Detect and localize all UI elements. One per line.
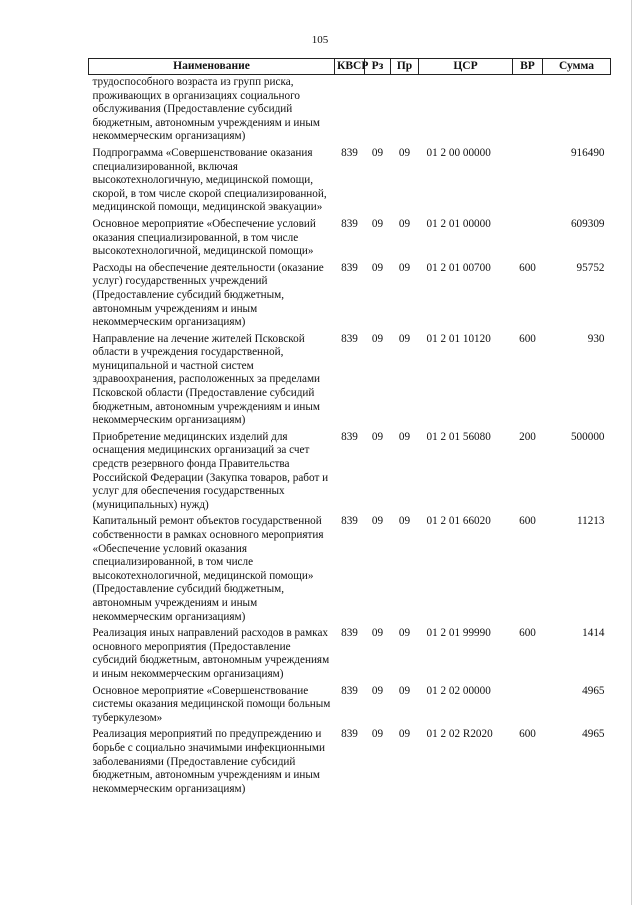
cell-kvsr: 839 xyxy=(341,627,358,640)
table-row xyxy=(89,146,611,217)
header-name: Наименование xyxy=(89,59,335,75)
cell-name: Направление на лечение жителей Псковской области в учреждения государственной, муниципальной и частной систем здравоохранения, расположенных за пределами Псковской области (Предоставление субсидий бюджетным, автономным учреждениям и иным некоммерческим организациям) xyxy=(92,332,321,427)
cell-csr xyxy=(419,75,513,146)
cell-pr: 09 xyxy=(398,261,411,274)
table-row xyxy=(89,626,611,683)
table-row xyxy=(89,727,611,798)
cell-sum: 4965 xyxy=(582,728,605,741)
cell-rz: 09 xyxy=(371,332,384,345)
cell-rz: 09 xyxy=(371,728,384,741)
cell-pr: 09 xyxy=(398,217,411,230)
cell-kvsr xyxy=(335,75,365,146)
cell-rz: 09 xyxy=(371,684,384,697)
cell-csr: 01 2 01 00000 xyxy=(426,217,491,230)
cell-name: Подпрограмма «Совершенствование оказания специализированной, включая высокотехнологичную, медицинской помощи, скорой, в том числе скорой специализированной, медицинской помощи, медицинской эвакуации» xyxy=(92,146,327,214)
cell-pr: 09 xyxy=(398,430,411,443)
cell-name: Приобретение медицинских изделий для оснащения медицинских организаций за счет средств резервного фонда Правительства Российской Федерации (Закупка товаров, работ и услуг для обеспечения государственных (муниципальных) нужд) xyxy=(92,430,329,511)
cell-kvsr: 839 xyxy=(341,515,358,528)
cell-rz: 09 xyxy=(371,217,384,230)
cell-csr: 01 2 01 10120 xyxy=(426,332,491,345)
cell-pr: 09 xyxy=(398,146,411,159)
cell-vr: 600 xyxy=(519,627,536,640)
table-row xyxy=(89,75,611,146)
cell-pr: 09 xyxy=(398,515,411,528)
cell-kvsr: 839 xyxy=(341,728,358,741)
cell-csr: 01 2 01 99990 xyxy=(426,627,491,640)
header-sum: Сумма xyxy=(543,59,611,75)
table-row xyxy=(89,332,611,430)
table-row xyxy=(89,430,611,515)
budget-table xyxy=(88,58,611,798)
table-row xyxy=(89,261,611,332)
cell-kvsr: 839 xyxy=(341,217,358,230)
cell-vr: 600 xyxy=(519,728,536,741)
cell-pr: 09 xyxy=(398,684,411,697)
cell-sum: 916490 xyxy=(570,146,605,159)
cell-csr: 01 2 01 66020 xyxy=(426,515,491,528)
cell-kvsr: 839 xyxy=(341,261,358,274)
header-csr: ЦСР xyxy=(419,59,513,75)
cell-csr: 01 2 01 00700 xyxy=(426,261,491,274)
cell-rz xyxy=(365,75,391,146)
cell-pr: 09 xyxy=(398,627,411,640)
cell-rz: 09 xyxy=(371,261,384,274)
cell-pr: 09 xyxy=(398,728,411,741)
cell-sum: 4965 xyxy=(582,684,605,697)
cell-rz: 09 xyxy=(371,627,384,640)
cell-kvsr: 839 xyxy=(341,430,358,443)
cell-name: Основное мероприятие «Обеспечение условий оказания специализированной, в том числе высокотехнологичной, медицинской помощи» xyxy=(92,217,316,258)
cell-pr xyxy=(391,75,419,146)
cell-name: Основное мероприятие «Совершенствование системы оказания медицинской помощи больным туберкулезом» xyxy=(92,684,331,724)
cell-sum: 930 xyxy=(587,332,605,345)
header-rz: Рз xyxy=(365,59,391,75)
cell-sum: 1414 xyxy=(582,627,605,640)
table-row xyxy=(89,684,611,728)
table-body xyxy=(89,75,611,799)
header-pr: Пр xyxy=(391,59,419,75)
cell-name: трудоспособного возраста из групп риска, проживающих в организациях социального обслуживания (Предоставление субсидий бюджетным, автономным учреждениям и иным некоммерческим организациям) xyxy=(92,76,320,143)
cell-rz: 09 xyxy=(371,146,384,159)
cell-vr: 200 xyxy=(519,430,536,443)
cell-vr xyxy=(513,684,543,728)
header-kvsr: КВСР xyxy=(335,59,365,75)
cell-sum: 500000 xyxy=(570,430,605,443)
cell-vr xyxy=(513,146,543,217)
header-vr: ВР xyxy=(513,59,543,75)
cell-vr: 600 xyxy=(519,332,536,345)
scan-edge-line xyxy=(631,0,632,905)
cell-vr xyxy=(513,217,543,261)
cell-vr: 600 xyxy=(519,515,536,528)
cell-name: Реализация иных направлений расходов в рамках основного мероприятия (Предоставление субсидий бюджетным, автономным учреждениям и иным некоммерческим организациям) xyxy=(92,627,330,680)
table-header-row xyxy=(89,59,611,75)
cell-name: Реализация мероприятий по предупреждению и борьбе с социально значимыми инфекционными заболеваниями (Предоставление субсидий бюджетным, автономным учреждениям и иным некоммерческим организациям) xyxy=(92,728,325,795)
cell-csr: 01 2 02 00000 xyxy=(426,684,491,697)
cell-vr: 600 xyxy=(519,261,536,274)
cell-name: Расходы на обеспечение деятельности (оказание услуг) государственных учреждений (Предоставление субсидий бюджетным, автономным учреждениям и иным некоммерческим организациям) xyxy=(92,261,324,329)
table-row xyxy=(89,217,611,261)
cell-kvsr: 839 xyxy=(341,684,358,697)
page-number: 105 xyxy=(311,34,329,46)
cell-name: Капитальный ремонт объектов государственной собственности в рамках основного мероприятия «Обеспечение условий оказания специализированной, в том числе высокотехнологичной, медицинской помощи» (Предоставление субсидий бюджетным, автономным учреждениям и иным некоммерческим организациям) xyxy=(92,515,324,623)
cell-sum: 11213 xyxy=(576,515,605,528)
cell-vr xyxy=(513,75,543,146)
cell-rz: 09 xyxy=(371,430,384,443)
cell-csr: 01 2 01 56080 xyxy=(426,430,491,443)
cell-sum: 609309 xyxy=(570,217,605,230)
cell-sum: 95752 xyxy=(576,261,605,274)
cell-pr: 09 xyxy=(398,332,411,345)
cell-kvsr: 839 xyxy=(341,332,358,345)
cell-csr: 01 2 02 R2020 xyxy=(426,728,493,741)
cell-rz: 09 xyxy=(371,515,384,528)
cell-kvsr: 839 xyxy=(341,146,358,159)
cell-sum xyxy=(543,75,611,146)
cell-csr: 01 2 00 00000 xyxy=(426,146,491,159)
table-row xyxy=(89,514,611,626)
